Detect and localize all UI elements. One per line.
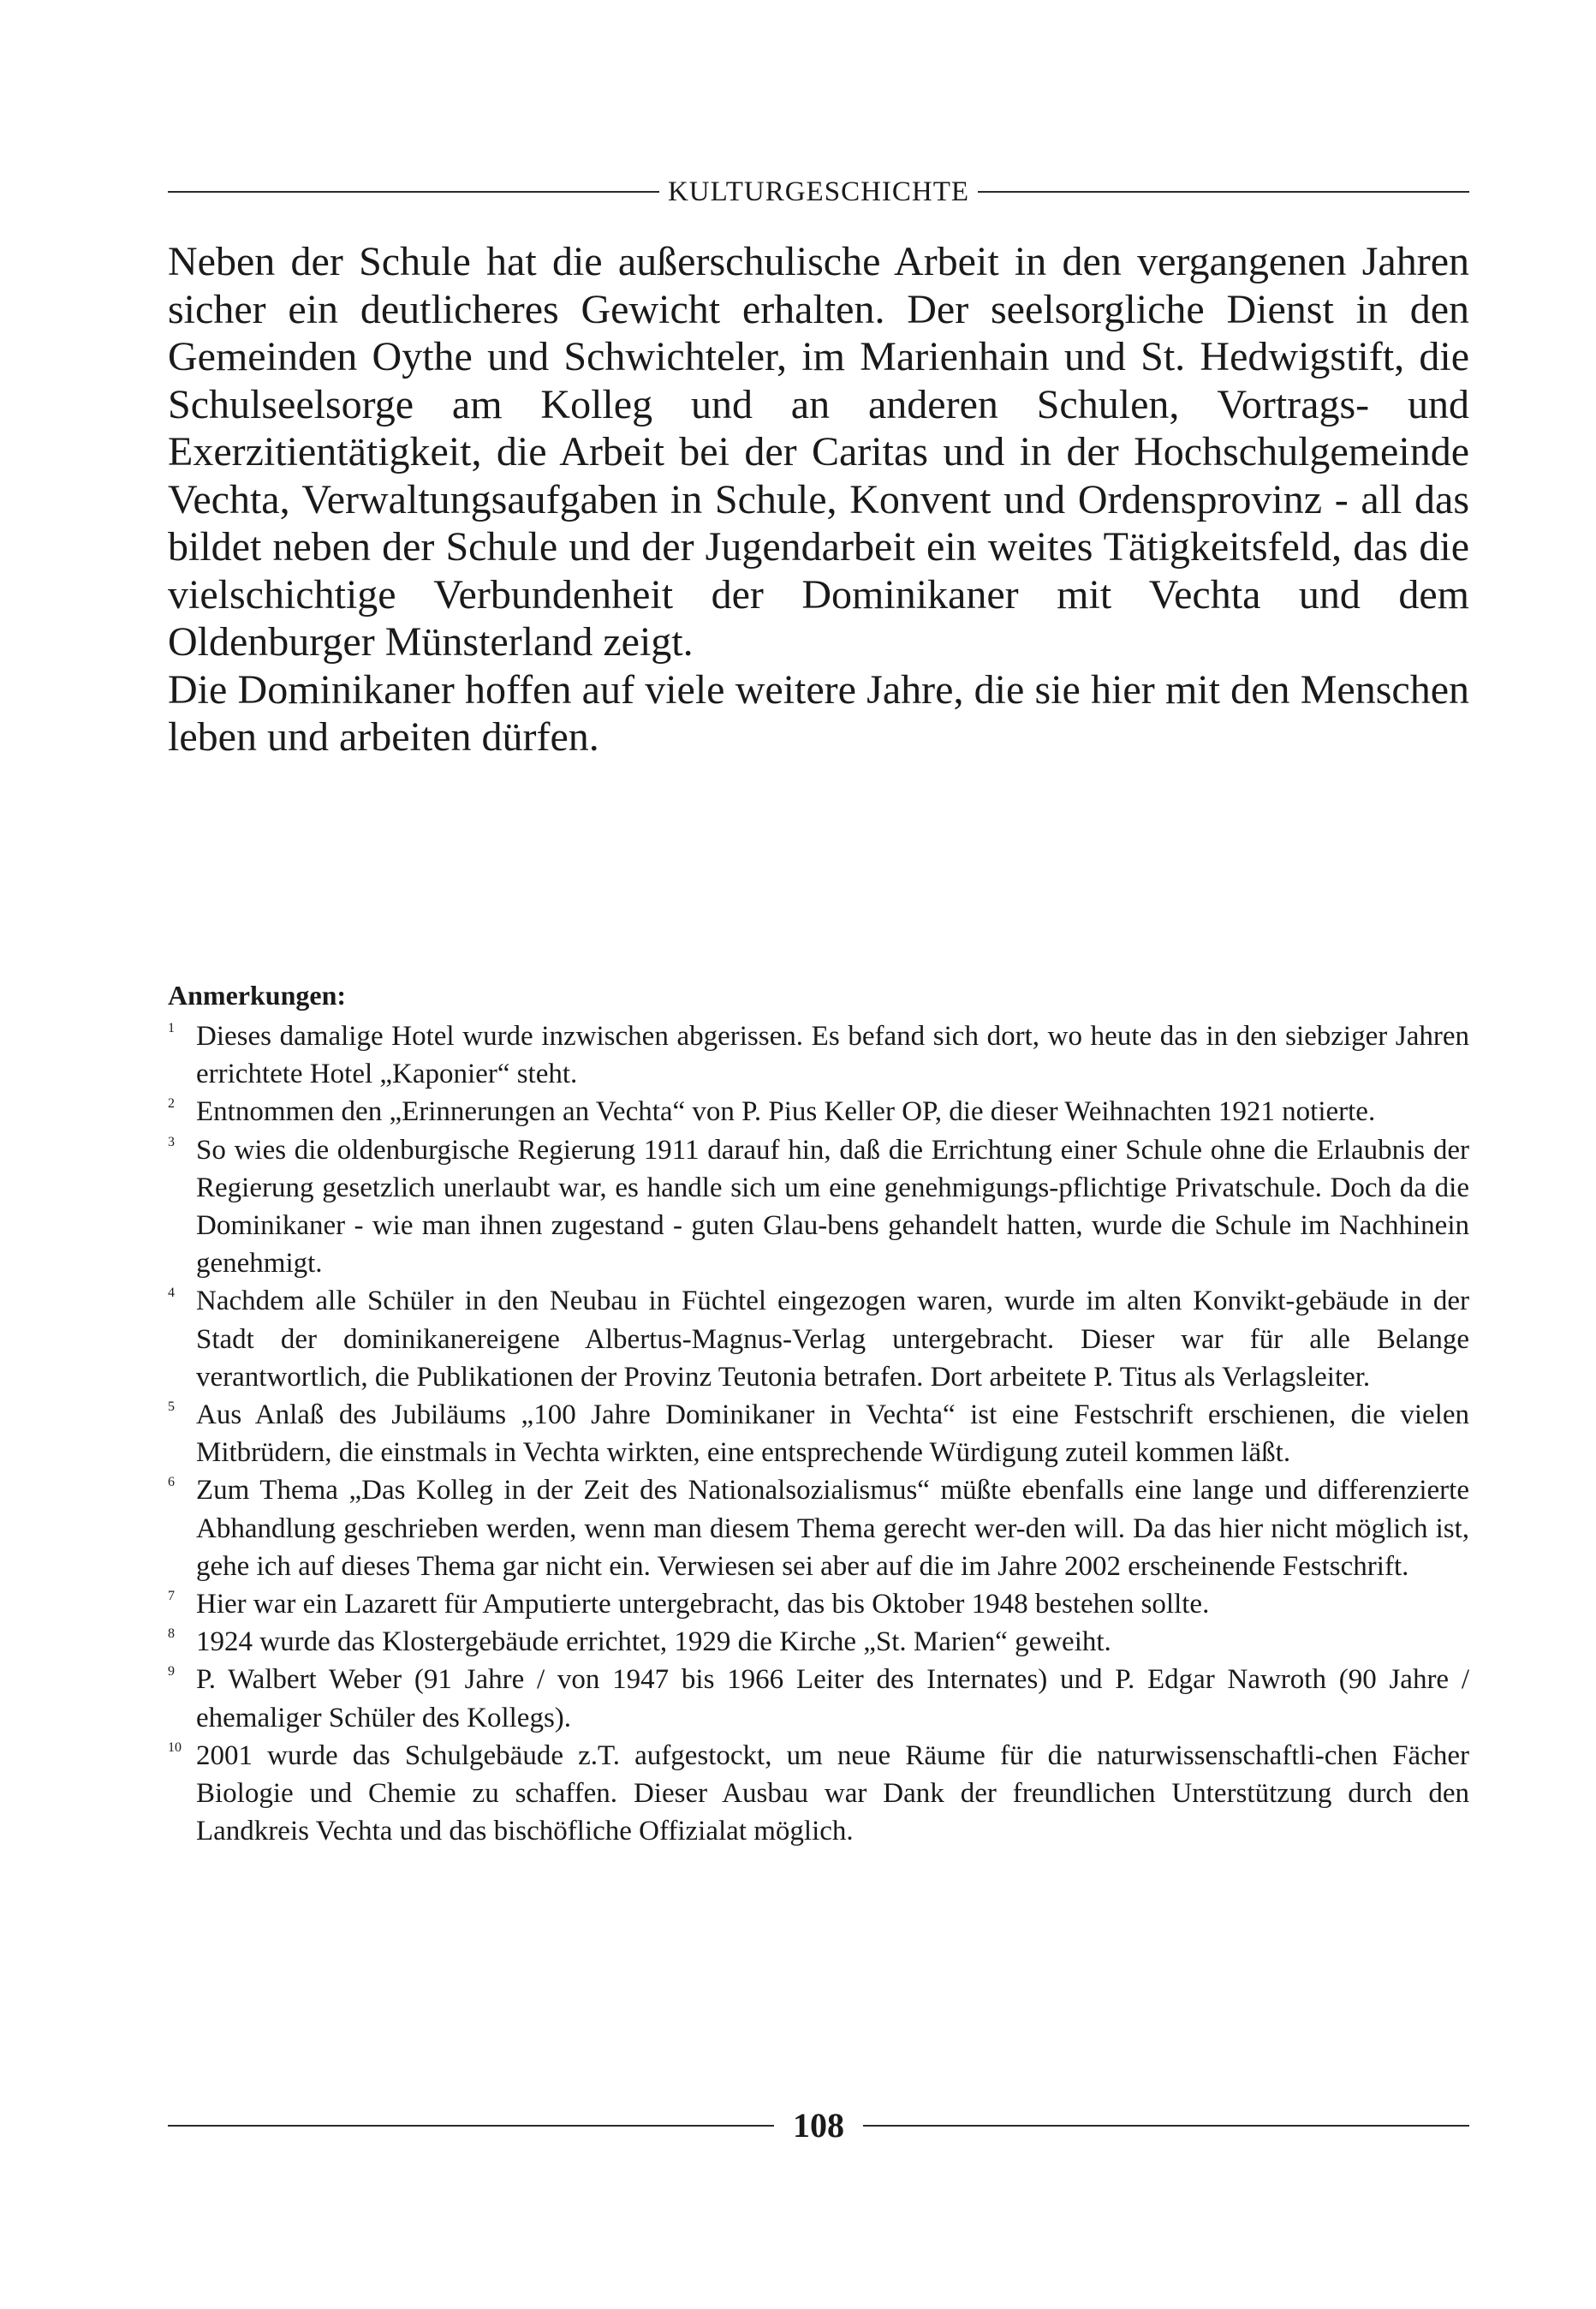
note-text: 2001 wurde das Schulgebäude z.T. aufgestockt, um neue Räume für die naturwissenschaftli-chen Fächer Biologie und Chemie zu schaffen. Dieser Ausbau war Dank der freundlichen Unterstützung durch den Landkreis Vechta und das bischöfliche Offizialat möglich. [196,1739,1469,1847]
note-text: Entnommen den „Erinnerungen an Vechta“ von P. Pius Keller OP, die dieser Weihnachten 1921 notierte. [196,1096,1376,1128]
note-number: 7 [168,1589,175,1604]
notes-heading: Anmerkungen: [168,980,347,1011]
note-item [168,1661,1469,1736]
note-number: 9 [168,1664,175,1680]
note-text: Dieses damalige Hotel wurde inzwischen abgerissen. Es befand sich dort, wo heute das in den siebziger Jahren errichtete Hotel „Kaponier“ steht. [196,1021,1469,1090]
note-number: 10 [168,1739,182,1755]
header-rule-left [168,191,659,193]
note-text: P. Walbert Weber (91 Jahre / von 1947 bis 1966 Leiter des Internates) und P. Edgar Nawroth (90 Jahre / ehemaliger Schüler des Kollegs). [196,1664,1469,1733]
body-paragraph: Die Dominikaner hoffen auf viele weitere Jahre, die sie hier mit den Menschen leben und arbeiten dürfen. [168,666,1469,760]
note-number: 1 [168,1021,175,1035]
note-text: Aus Anlaß des Jubiläums „100 Jahre Dominikaner in Vechta“ ist eine Festschrift erschienen, die vielen Mitbrüdern, die einstmals in Vechta wirkten, eine entsprechende Würdigung zuteil kommen läßt. [196,1399,1469,1469]
running-header [168,175,1469,209]
footer-rule-left [168,2125,774,2127]
page-number: 108 [793,2106,844,2145]
note-number: 6 [168,1475,175,1490]
note-item [168,1737,1469,1851]
note-item [168,1585,1469,1623]
note-number: 3 [168,1134,175,1149]
note-text: Nachdem alle Schüler in den Neubau in Füchtel eingezogen waren, wurde im alten Konvikt-gebäude in der Stadt der dominikanereigene Albertus-Magnus-Verlag untergebracht. Dieser war für alle Belange verantwortlich, die Publikationen der Provinz Teutonia betrafen. Dort arbeitete P. Titus als Verlagsleiter. [196,1286,1469,1393]
note-text: Zum Thema „Das Kolleg in der Zeit des Nationalsozialismus“ müßte ebenfalls eine lange und differenzierte Abhandlung geschrieben werden, wenn man diesem Thema gerecht wer-den will. Da das hier nicht möglich ist, gehe ich auf dieses Thema gar nicht ein. Verwiesen sei aber auf die im Jahre 2002 erscheinende Festschrift. [196,1475,1469,1582]
body-paragraph: Neben der Schule hat die außerschulische Arbeit in den vergangenen Jahren sicher ein deutlicheres Gewicht erhalten. Der seelsorgliche Dienst in den Gemeinden Oythe und Schwichteler, im Marienhain und St. Hedwigstift, die Schulseelsorge am Kolleg und an anderen Schulen, Vortrags- und Exerzitientätigkeit, die Arbeit bei der Caritas und in der Hochschulgemeinde Vechta, Verwaltungsaufgaben in Schule, Konvent und Ordensprovinz - all das bildet neben der Schule und der Jugendarbeit ein weites Tätigkeitsfeld, das die vielschichtige Verbundenheit der Dominikaner mit Vechta und dem Oldenburger Münsterland zeigt. [168,239,1469,665]
note-text: 1924 wurde das Klostergebäude errichtet, 1929 die Kirche „St. Marien“ geweiht. [196,1626,1111,1658]
notes-section [168,976,1469,1850]
note-item [168,1396,1469,1471]
note-text: So wies die oldenburgische Regierung 1911 darauf hin, daß die Errichtung einer Schule ohne die Erlaubnis der Regierung gesetzlich unerlaubt war, es handle sich um eine genehmigungs-pflichtige Privatschule. Doch da die Dominikaner - wie man ihnen zugestand - guten Glau-bens gehandelt hatten, wurde die Schule im Nachhinein genehmigt. [196,1134,1469,1280]
note-item [168,1017,1469,1093]
notes-list [168,1017,1469,1850]
section-title: KULTURGESCHICHTE [667,176,970,207]
note-item [168,1093,1469,1131]
note-item [168,1623,1469,1661]
note-number: 8 [168,1626,175,1642]
footer-rule-right [863,2125,1469,2127]
note-text: Hier war ein Lazarett für Amputierte untergebracht, das bis Oktober 1948 bestehen sollte. [196,1589,1210,1620]
note-item [168,1471,1469,1585]
header-rule-right [978,191,1469,193]
body-text [168,238,1469,761]
note-item [168,1131,1469,1283]
note-item [168,1282,1469,1396]
note-number: 5 [168,1399,175,1415]
page-footer [168,2102,1469,2150]
note-number: 4 [168,1286,175,1301]
note-number: 2 [168,1096,175,1112]
